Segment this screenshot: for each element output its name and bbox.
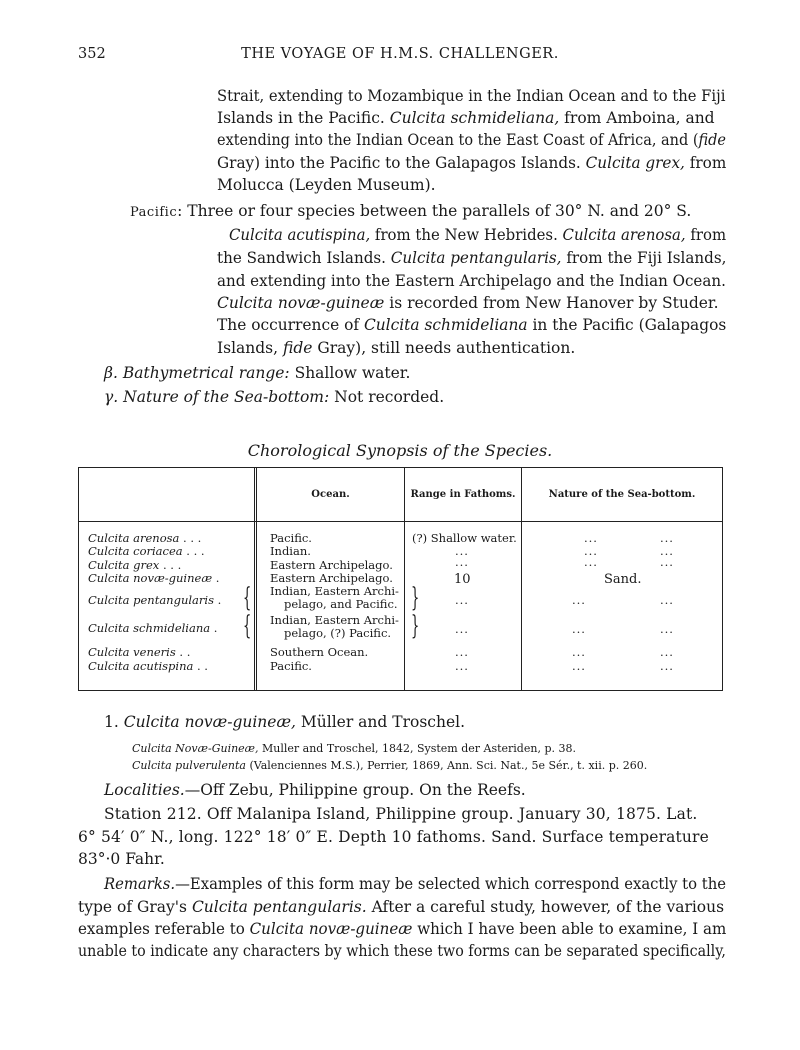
table-caption: Chorological Synopsis of the Species. xyxy=(247,441,553,460)
table-top-rule xyxy=(78,467,723,468)
header-separator xyxy=(78,521,723,522)
localities xyxy=(104,783,526,799)
bottom-cell: ... xyxy=(660,593,674,607)
remarks-text: After a careful study, however, of the various xyxy=(366,898,725,916)
header-bottom: Nature of the Sea-bottom. xyxy=(548,489,696,500)
leader-dots: . . xyxy=(175,645,191,659)
localities-text: —Off Zebu, Philippine group. On the Reefs. xyxy=(184,781,526,799)
remarks-line-4: unable to indicate any characters by which these two forms can be separated specifically, xyxy=(78,942,726,960)
bathymetrical-range xyxy=(104,366,410,382)
intro-line-4 xyxy=(217,156,726,172)
ocean-cell: Pacific. xyxy=(270,659,312,673)
pacific-text: the Sandwich Islands. xyxy=(217,249,391,267)
gamma-marker: γ. xyxy=(104,388,119,406)
ocean-cell: Indian, Eastern Archi- xyxy=(270,584,399,598)
intro-line-1 xyxy=(217,89,725,105)
brace-glyph: } xyxy=(411,583,420,613)
species-name: Culcita novæ-guineæ xyxy=(217,294,385,312)
ocean-cell: Eastern Archipelago. xyxy=(270,571,393,585)
pacific-text: from the Fiji Islands, xyxy=(561,249,727,267)
ocean-cell: Indian. xyxy=(270,544,311,558)
beta-label: Bathymetrical range: xyxy=(122,364,290,382)
bottom-cell: ... xyxy=(572,593,586,607)
leader-dots: . xyxy=(212,571,220,585)
pacific-text: from the New Hebrides. xyxy=(370,226,563,244)
ref-text: (Valenciennes M.S.), Perrier, 1869, Ann. Sci. Nat., 5e Sér., t. xii. p. 260. xyxy=(245,759,648,772)
range-cell: ... xyxy=(455,622,469,636)
bottom-cell: ... xyxy=(660,645,674,659)
pacific-line-2 xyxy=(217,251,726,267)
range-cell: ... xyxy=(455,593,469,607)
species-name: Culcita novæ-guineæ, xyxy=(123,713,296,731)
table-row xyxy=(88,546,205,558)
leader-dots: . xyxy=(213,593,222,607)
bottom-cell: ... xyxy=(660,531,674,545)
beta-value: Shallow water. xyxy=(289,364,411,382)
pacific-text: Gray), still needs authentication. xyxy=(312,339,576,357)
pacific-text: from xyxy=(685,226,727,244)
bottom-cell: ... xyxy=(584,531,598,545)
table-row xyxy=(88,623,217,635)
localities-label: Localities. xyxy=(104,781,185,799)
running-title: THE VOYAGE OF H.M.S. CHALLENGER. xyxy=(241,46,559,62)
table-row xyxy=(88,533,201,545)
bottom-cell: ... xyxy=(572,659,586,673)
pacific-line-6 xyxy=(217,341,575,357)
intro-line-5 xyxy=(217,178,436,194)
page-number: 352 xyxy=(78,46,106,62)
header-ocean: Ocean. xyxy=(311,489,350,500)
intro-text: Islands in the Pacific. xyxy=(217,109,390,127)
column-divider xyxy=(256,467,257,691)
leader-dots: . . . xyxy=(159,558,182,572)
ocean-cell: pelago, (?) Pacific. xyxy=(284,626,392,640)
range-cell: ... xyxy=(455,659,469,673)
intro-text: from xyxy=(684,154,727,172)
remarks-line-3 xyxy=(78,922,726,938)
ref-name: Culcita Novæ-Guineæ, xyxy=(132,742,259,755)
gamma-value: Not recorded. xyxy=(329,388,445,406)
range-cell: ... xyxy=(455,645,469,659)
entry-authority: Müller and Troschel. xyxy=(295,713,466,731)
bottom-cell: ... xyxy=(660,544,674,558)
table-row xyxy=(88,573,219,585)
species-name: Culcita acutispina, xyxy=(229,226,371,244)
species-name: Culcita novæ-guineæ xyxy=(249,920,413,938)
pacific-label: Pacific xyxy=(130,205,178,220)
beta-marker: β. xyxy=(104,364,118,382)
station-line-1: Station 212. Off Malanipa Island, Philippine group. January 30, 1875. Lat. xyxy=(104,805,698,823)
intro-line-2 xyxy=(217,111,715,127)
bottom-cell: ... xyxy=(660,555,674,569)
remarks-text: which I have been able to examine, I am xyxy=(412,920,727,938)
column-divider xyxy=(254,467,255,691)
bottom-cell: ... xyxy=(572,622,586,636)
bottom-cell: ... xyxy=(584,544,598,558)
remarks-line-1 xyxy=(104,877,726,893)
remarks-label: Remarks. xyxy=(104,875,176,893)
range-cell: (?) Shallow water. xyxy=(412,531,517,545)
species-cell: Culcita grex xyxy=(88,558,160,572)
ocean-cell: Southern Ocean. xyxy=(270,645,369,659)
bottom-cell: ... xyxy=(584,555,598,569)
station-line-2: 6° 54′ 0″ N., long. 122° 18′ 0″ E. Depth 10 fathoms. Sand. Surface temperature xyxy=(78,828,709,846)
bottom-cell: ... xyxy=(660,622,674,636)
gamma-label: Nature of the Sea-bottom: xyxy=(123,388,330,406)
pacific-text: and extending into the Eastern Archipelago and the Indian Ocean. xyxy=(217,272,726,290)
brace-glyph: { xyxy=(243,611,252,641)
sea-bottom-nature xyxy=(104,390,444,406)
table-right-rule xyxy=(722,467,723,691)
column-divider xyxy=(404,467,405,691)
species-name: Culcita schmideliana xyxy=(363,316,528,334)
remarks-line-2 xyxy=(78,900,724,916)
species-cell: Culcita veneris xyxy=(88,645,176,659)
species-cell: Culcita acutispina xyxy=(88,659,194,673)
pacific-line-4 xyxy=(217,296,719,312)
ref-name: Culcita pulverulenta xyxy=(132,759,246,772)
intro-text: extending into the Indian Ocean to the East Coast of Africa, and ( xyxy=(217,131,699,149)
species-cell: Culcita pentangularis xyxy=(88,593,214,607)
pacific-heading xyxy=(130,204,691,220)
station-line-3: 83°·0 Fahr. xyxy=(78,850,165,868)
ocean-cell: Eastern Archipelago. xyxy=(270,558,393,572)
range-cell: 10 xyxy=(454,572,471,587)
species-name: Culcita grex, xyxy=(585,154,685,172)
chorological-table xyxy=(78,467,723,691)
pacific-text: Islands, xyxy=(217,339,283,357)
pacific-line-5 xyxy=(217,318,726,334)
entry-number: 1. xyxy=(104,713,119,731)
species-cell: Culcita coriacea xyxy=(88,544,183,558)
ocean-cell: pelago, and Pacific. xyxy=(284,597,398,611)
species-cell: Culcita schmideliana xyxy=(88,621,211,635)
species-cell: Culcita novæ-guineæ xyxy=(88,571,213,585)
intro-text: Gray) into the Pacific to the Galapagos Islands. xyxy=(217,154,586,172)
fide-word: fide xyxy=(698,131,727,149)
pacific-text: in the Pacific (Galapagos xyxy=(527,316,727,334)
bottom-cell: ... xyxy=(572,645,586,659)
leader-dots: . . xyxy=(193,659,208,673)
brace-glyph: { xyxy=(243,583,252,613)
intro-text: Molucca (Leyden Museum). xyxy=(217,176,436,194)
synonymy-ref-2 xyxy=(132,759,647,772)
ocean-cell: Indian, Eastern Archi- xyxy=(270,613,399,627)
bottom-cell: Sand. xyxy=(604,572,642,587)
range-cell: ... xyxy=(455,555,469,569)
leader-dots: . xyxy=(210,621,218,635)
species-entry-heading xyxy=(104,715,465,731)
species-name: Culcita arenosa, xyxy=(562,226,686,244)
remarks-text: examples referable to xyxy=(78,920,250,938)
species-name: Culcita pentangularis, xyxy=(390,249,562,267)
pacific-text: : Three or four species between the parallels of 30° N. and 20° S. xyxy=(177,202,692,220)
table-left-rule xyxy=(78,467,79,691)
intro-text: from Amboina, and xyxy=(559,109,715,127)
leader-dots: . . . xyxy=(179,531,202,545)
ref-text: Muller and Troschel, 1842, System der Asteriden, p. 38. xyxy=(258,742,576,755)
species-name: Culcita pentangularis. xyxy=(191,898,367,916)
pacific-line-1 xyxy=(229,228,726,244)
species-cell: Culcita arenosa xyxy=(88,531,180,545)
leader-dots: . . . xyxy=(182,544,205,558)
table-row xyxy=(88,647,190,659)
brace-glyph: } xyxy=(411,611,420,641)
remarks-text: type of Gray's xyxy=(78,898,192,916)
intro-text: Strait, extending to Mozambique in the Indian Ocean and to the Fiji xyxy=(217,87,726,105)
table-row xyxy=(88,560,181,572)
pacific-text: The occurrence of xyxy=(217,316,364,334)
range-cell: ... xyxy=(455,544,469,558)
pacific-line-3 xyxy=(217,274,726,290)
remarks-text: —Examples of this form may be selected which correspond exactly to the xyxy=(175,875,727,893)
table-bottom-rule xyxy=(78,690,723,691)
intro-line-3 xyxy=(217,133,726,149)
column-divider xyxy=(521,467,522,691)
table-row xyxy=(88,595,221,607)
pacific-text: is recorded from New Hanover by Studer. xyxy=(384,294,719,312)
synonymy-ref-1 xyxy=(132,742,576,755)
header-range: Range in Fathoms. xyxy=(410,489,516,500)
ocean-cell: Pacific. xyxy=(270,531,312,545)
fide-word: fide xyxy=(283,339,313,357)
bottom-cell: ... xyxy=(660,659,674,673)
table-row xyxy=(88,661,208,673)
species-name: Culcita schmideliana, xyxy=(389,109,560,127)
